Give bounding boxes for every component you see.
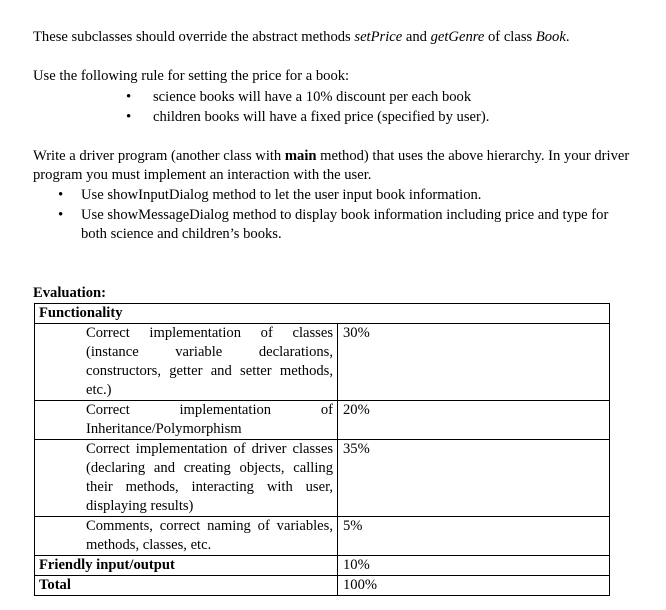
list-item: • children books will have a fixed price (specified by user).	[153, 108, 489, 128]
setprice-method: setPrice	[354, 29, 403, 45]
weight-cell: 10%	[338, 556, 610, 576]
list-item: • Use showInputDialog method to let the user input book information.	[81, 186, 621, 206]
friendly-io-label: Friendly input/output	[35, 556, 338, 576]
table-row	[35, 324, 610, 401]
intro-text: These subclasses should override the abstract methods	[33, 29, 355, 45]
driver-text: method) that uses the above hierarchy. In your driver program you must implement an interaction with the user.	[33, 148, 630, 183]
getgenre-method: getGenre	[430, 29, 485, 45]
book-class: Book	[535, 29, 566, 45]
intro-paragraph	[33, 28, 570, 47]
criterion-cell: Comments, correct naming of variables, methods, classes, etc.	[35, 517, 338, 556]
total-label: Total	[35, 576, 338, 596]
main-method: main	[284, 148, 317, 164]
table-row	[35, 401, 610, 440]
evaluation-table	[34, 303, 610, 596]
table-row	[35, 556, 610, 576]
evaluation-heading: Evaluation:	[33, 285, 106, 301]
criterion-cell: Correct implementation of Inheritance/Polymorphism	[35, 401, 338, 440]
rule-paragraph: Use the following rule for setting the price for a book:	[33, 68, 350, 84]
criterion-cell: Correct implementation of driver classes (declaring and creating objects, calling their methods, interacting with user, displaying results)	[35, 440, 338, 517]
table-row	[35, 517, 610, 556]
driver-paragraph	[33, 147, 633, 185]
weight-cell: 20%	[338, 401, 610, 440]
weight-cell: 35%	[338, 440, 610, 517]
total-weight: 100%	[338, 576, 610, 596]
driver-requirements-list	[81, 186, 621, 244]
table-row	[35, 440, 610, 517]
list-item: • science books will have a 10% discount per each book	[153, 88, 489, 108]
intro-text: and	[402, 29, 431, 45]
list-item: • Use showMessageDialog method to display book information including price and type for both science and children’s books.	[81, 206, 621, 244]
table-row	[35, 576, 610, 596]
functionality-header: Functionality	[35, 304, 610, 324]
table-row	[35, 304, 610, 324]
weight-cell: 5%	[338, 517, 610, 556]
weight-cell: 30%	[338, 324, 610, 401]
intro-text: .	[565, 29, 570, 45]
intro-text: of class	[484, 29, 536, 45]
criterion-cell: Correct implementation of classes (instance variable declarations, constructors, getter and setter methods, etc.)	[35, 324, 338, 401]
driver-text: Write a driver program (another class with	[33, 148, 285, 164]
price-rule-list	[153, 88, 489, 128]
